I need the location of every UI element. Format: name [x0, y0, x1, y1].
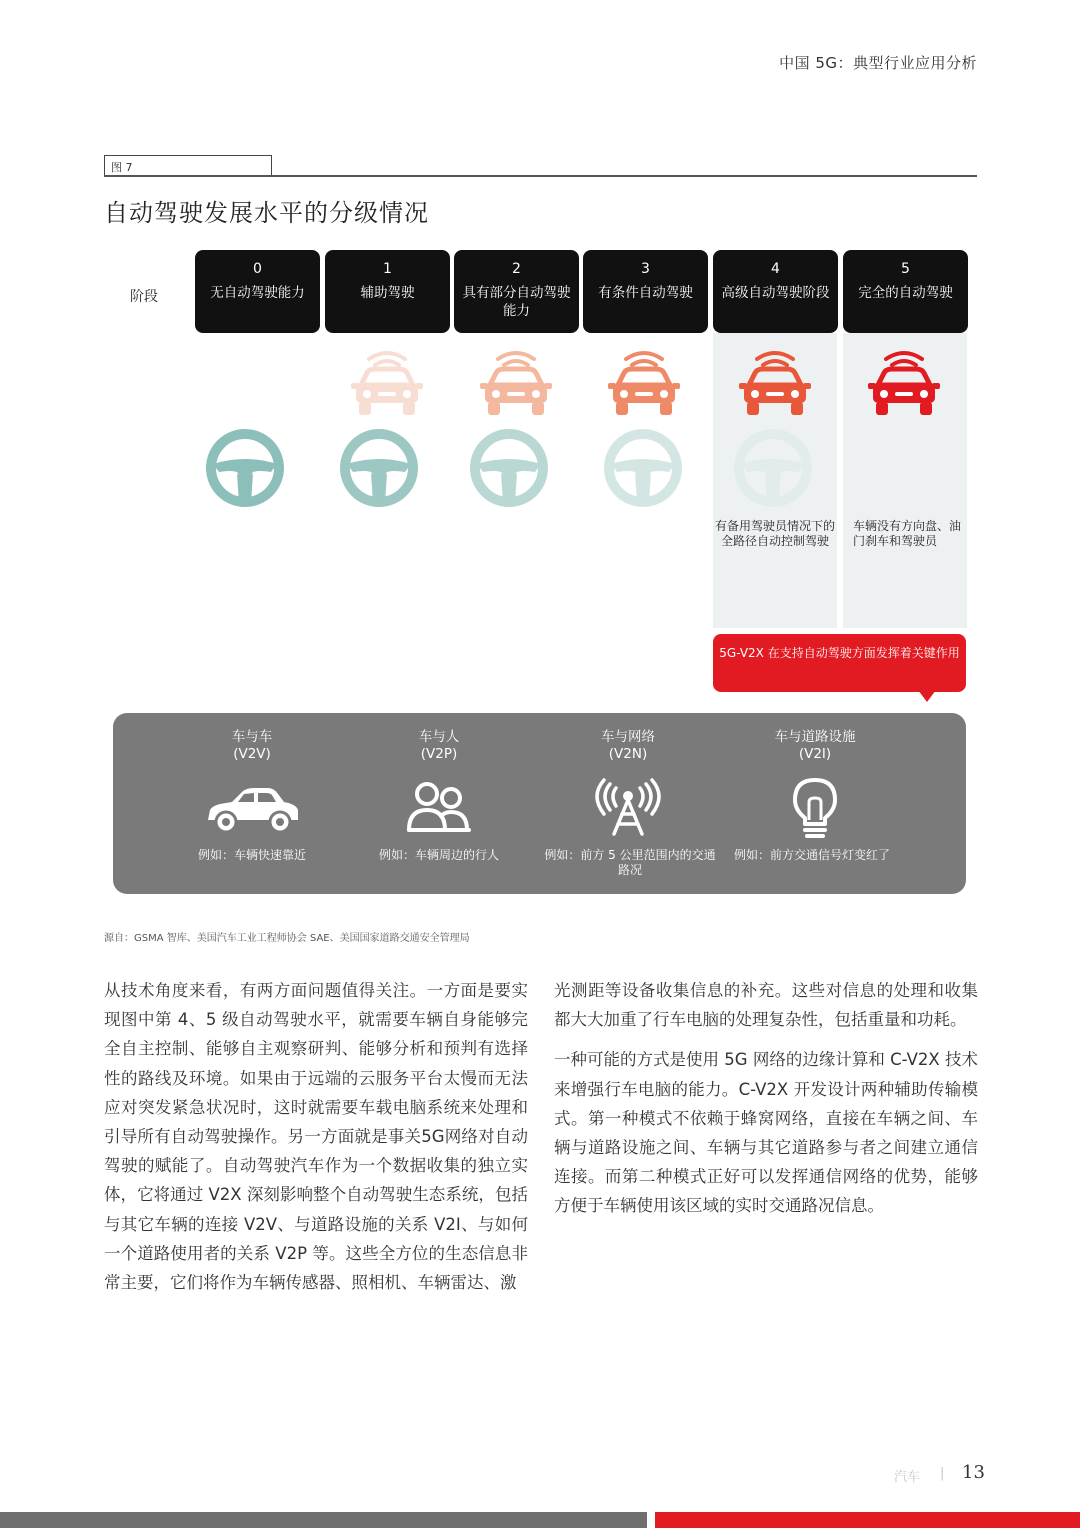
stage-name: 有条件自动驾驶: [598, 285, 693, 301]
connected-car-icon: [735, 345, 815, 417]
body-right-column: [554, 976, 978, 1221]
figure-label: 图 7: [104, 155, 272, 177]
cell-tower-icon: [578, 776, 678, 840]
body-paragraph: 一种可能的方式是使用 5G 网络的边缘计算和 C-V2X 技术来增强行车电脑的能力。C-V2X 开发设计两种辅助传输模式。第一种模式不依赖于蜂窝网络，直接在车辆之间、车辆与道路设施之间、车辆与其它道路参与者之间建立通信连接。而第二种模式正好可以发挥通信网络的优势，能够方便于车辆使用该区域的实时交通路况信息。: [554, 1050, 978, 1216]
figure-rule: [104, 175, 977, 177]
v2x-title: 车与车: [231, 729, 273, 745]
stage-box-1: [325, 250, 450, 333]
callout-pointer: [918, 690, 936, 702]
stage-number: 3: [641, 261, 650, 277]
stage-number: 0: [253, 261, 262, 277]
v2p-example: 例如：车辆周边的行人: [378, 848, 499, 862]
connected-car-icon: [604, 345, 684, 417]
footer-bar-gray: [0, 1512, 647, 1528]
stage-box-4: [713, 250, 838, 333]
stage-number: 2: [512, 261, 521, 277]
v2x-title: 车与网络: [601, 729, 655, 745]
connected-car-icon: [864, 345, 944, 417]
footer-section: 汽车: [894, 1470, 921, 1485]
v2x-code: (V2P): [420, 746, 458, 762]
stage-number: 1: [383, 261, 392, 277]
car-side-icon: [202, 776, 302, 840]
page-header-title: 中国 5G：典型行业应用分析: [779, 54, 977, 72]
v2n-heading: [538, 729, 718, 763]
footer-separator: |: [940, 1466, 945, 1481]
stage-box-0: [195, 250, 320, 333]
v2x-title: 车与道路设施: [774, 729, 856, 745]
steering-wheel-icon: [603, 428, 683, 508]
stage-name: 完全的自动驾驶: [858, 285, 953, 301]
stage-box-5: [843, 250, 968, 333]
body-paragraph: 从技术角度来看，有两方面问题值得关注。一方面是要实现图中第 4、5 级自动驾驶水平，就需要车辆自身能够完全自主控制、能够自主观察研判、能够分析和预判有选择性的路线及环境。如果由于远端的云服务平台太慢而无法应对突发紧急状况时，这时就需要车载电脑系统来处理和引导所有自动驾驶操作。另一方面就是事关5G网络对自动驾驶的赋能了。自动驾驶汽车作为一个数据收集的独立实体，它将通过 V2X 深刻影响整个自动驾驶生态系统，包括与其它车辆的连接 V2V、与道路设施的关系 V2I、与如何一个道路使用者的关系 V2P 等。这些全方位的生态信息非常主要，它们将作为车辆传感器、照相机、车辆雷达、激: [104, 981, 528, 1293]
connected-car-icon: [476, 345, 556, 417]
footer-bar-red: [655, 1512, 1080, 1528]
stage-4-note: 有备用驾驶员情况下的全路径自动控制驾驶: [714, 519, 835, 548]
body-paragraph: 光测距等设备收集信息的补充。这些对信息的处理和收集都大大加重了行车电脑的处理复杂性，包括重量和功耗。: [554, 981, 978, 1030]
v2i-example: 例如：前方交通信号灯变红了: [733, 848, 890, 862]
steering-wheel-icon: [339, 428, 419, 508]
steering-wheel-icon: [733, 428, 813, 508]
figure-title: 自动驾驶发展水平的分级情况: [104, 199, 429, 227]
5g-v2x-callout: 5G-V2X 在支持自动驾驶方面发挥着关键作用: [713, 634, 966, 692]
steering-wheel-icon: [205, 428, 285, 508]
v2p-heading: [349, 729, 529, 763]
v2x-code: (V2V): [233, 746, 271, 762]
v2n-example: 例如：前方 5 公里范围内的交通路况: [544, 848, 716, 877]
v2i-heading: [725, 729, 905, 763]
stage-name: 高级自动驾驶阶段: [721, 285, 830, 301]
stage-number: 5: [901, 261, 910, 277]
v2x-code: (V2N): [608, 746, 648, 762]
page-number: 13: [962, 1462, 985, 1483]
people-icon: [389, 776, 489, 840]
v2v-example: 例如：车辆快速靠近: [197, 848, 306, 862]
body-left-column: [104, 976, 528, 1297]
stage-box-3: [583, 250, 708, 333]
v2v-heading: [162, 729, 342, 763]
v2x-code: (V2I): [798, 746, 832, 762]
steering-wheel-icon: [469, 428, 549, 508]
v2x-title: 车与人: [418, 729, 460, 745]
stage-box-2: [454, 250, 579, 333]
stage-name: 辅助驾驶: [360, 285, 415, 301]
stage-name: 无自动驾驶能力: [210, 285, 305, 301]
stage-5-note: 车辆没有方向盘、油门刹车和驾驶员: [853, 519, 962, 548]
stage-number: 4: [771, 261, 780, 277]
light-bulb-icon: [765, 776, 865, 840]
figure-source: 源自：GSMA 智库、美国汽车工业工程师协会 SAE、美国国家道路交通安全管理局: [104, 933, 470, 944]
stage-axis-label: 阶段: [130, 289, 158, 305]
stage-name: 具有部分自动驾驶能力: [462, 285, 571, 319]
connected-car-icon: [347, 345, 427, 417]
